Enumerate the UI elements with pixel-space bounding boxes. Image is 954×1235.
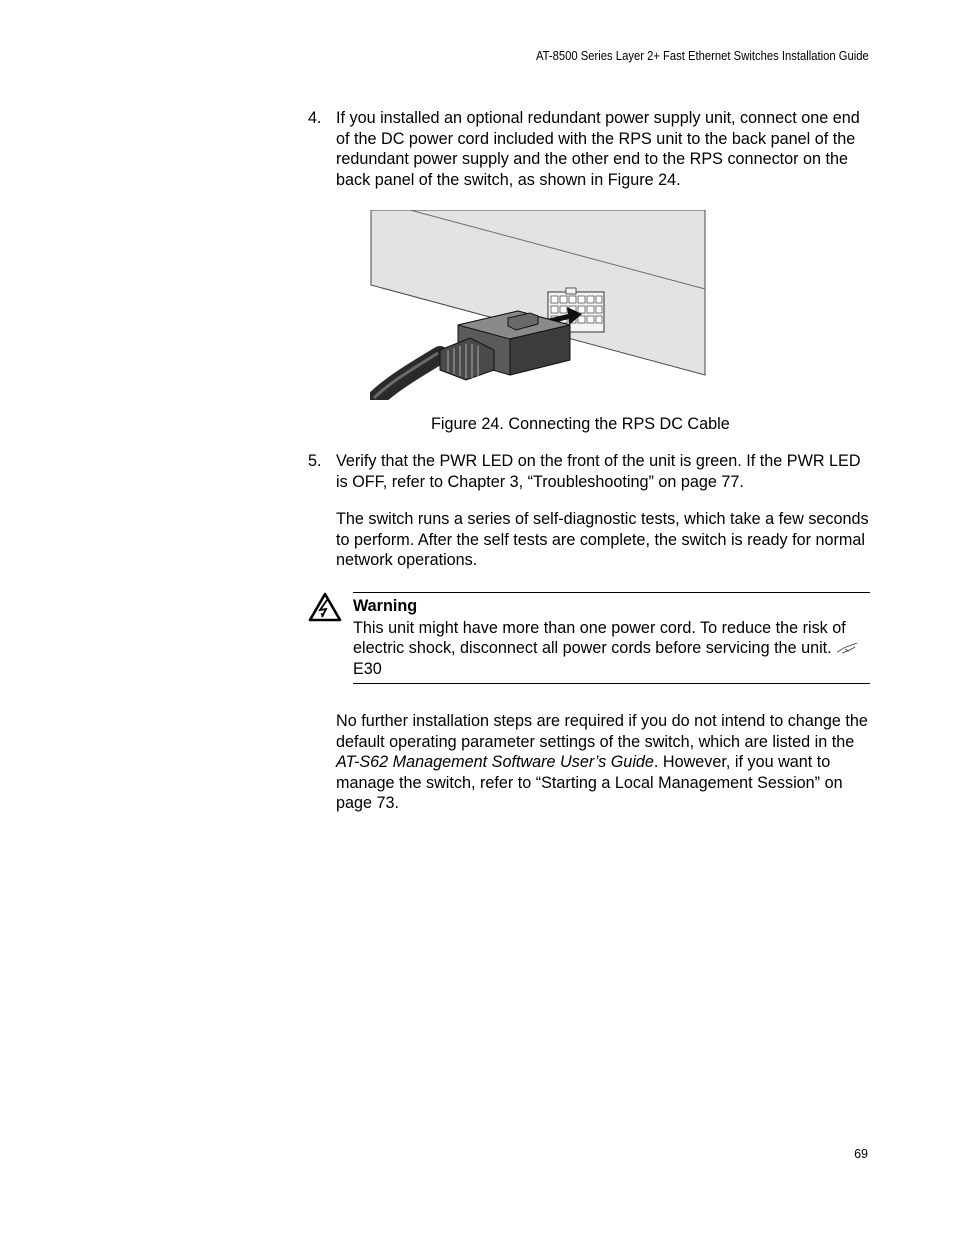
step-5-text: Verify that the PWR LED on the front of the unit is green. If the PWR LED is OFF, refer to Chapter 3, “Troubleshooting” on page 77. [336,452,861,491]
closing-paragraph [336,711,876,814]
warning-body [353,618,870,679]
warning-title: Warning [353,597,418,615]
rps-cable-figure [370,210,706,400]
running-header: AT-8500 Series Layer 2+ Fast Ethernet Switches Installation Guide [536,49,869,63]
warning-top-rule [353,592,870,593]
warning-code: E30 [353,659,382,678]
pointing-hand-icon [836,642,858,654]
closing-text-part2: . However, if you want to manage the switch, refer to “Starting a Local Management Session” on page 73. [336,753,843,812]
step-number-4: 4. [308,109,322,127]
closing-text-part1: No further installation steps are required if you do not intend to change the default operating parameter settings of the switch, which are listed in the [336,712,868,751]
self-test-paragraph: The switch runs a series of self-diagnostic tests, which take a few seconds to perform. After the self tests are complete, the switch is ready for normal network operations. [336,510,869,569]
step-number-5: 5. [308,452,322,470]
management-guide-title: AT-S62 Management Software User’s Guide [336,753,654,771]
page-number: 69 [854,1147,868,1161]
warning-text: This unit might have more than one power cord. To reduce the risk of electric shock, disconnect all power cords before servicing the unit. [353,619,846,658]
step-4-text: If you installed an optional redundant power supply unit, connect one end of the DC power cord included with the RPS unit to the back panel of the redundant power supply and the other end to the RPS connector on the back panel of the switch, as shown in Figure 24. [336,109,860,189]
rps-cable-illustration [370,210,706,400]
figure-caption: Figure 24. Connecting the RPS DC Cable [431,415,730,433]
warning-bottom-rule [353,683,870,684]
electric-shock-warning-icon [308,592,342,622]
